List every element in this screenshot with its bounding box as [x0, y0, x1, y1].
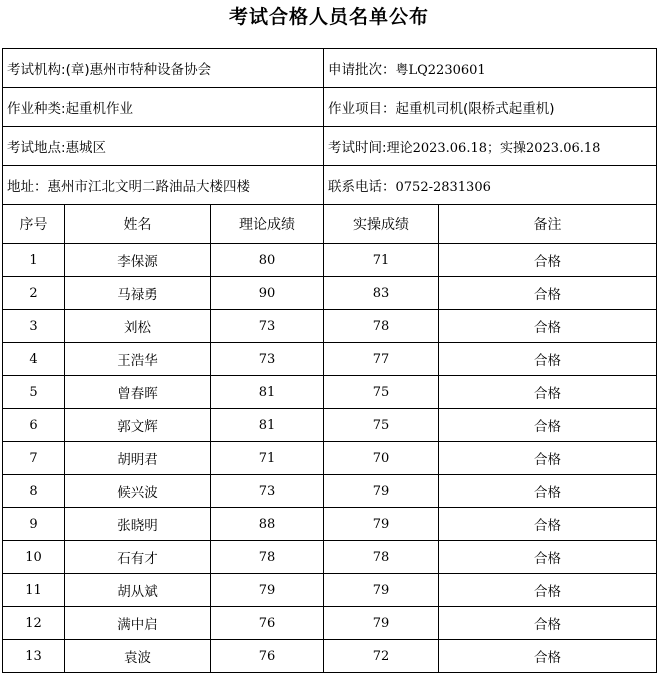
cell-remark: 合格: [439, 640, 657, 673]
cell-remark: 合格: [439, 343, 657, 376]
header-theory: 理论成绩: [211, 205, 324, 244]
cell-theory: 73: [211, 475, 324, 508]
table-row: [3, 244, 657, 277]
cell-name: 王浩华: [65, 343, 211, 376]
table-row: [3, 574, 657, 607]
cell-theory: 76: [211, 607, 324, 640]
cell-no: 9: [3, 508, 65, 541]
cell-practice: 78: [324, 310, 439, 343]
work-type-value: 起重机作业: [65, 101, 134, 117]
cell-name: 满中启: [65, 607, 211, 640]
cell-remark: 合格: [439, 607, 657, 640]
cell-practice: 79: [324, 574, 439, 607]
roster-table: [2, 48, 657, 673]
exam-place-value: 惠城区: [65, 140, 107, 156]
exam-org-label: 考试机构:: [7, 62, 66, 78]
address-value: 惠州市江北文明二路油品大楼四楼: [47, 179, 250, 195]
page-title: 考试合格人员名单公布: [228, 6, 429, 28]
cell-no: 6: [3, 409, 65, 442]
cell-theory: 78: [211, 541, 324, 574]
table-row: [3, 442, 657, 475]
cell-name: 候兴波: [65, 475, 211, 508]
cell-practice: 79: [324, 607, 439, 640]
work-item-cell: [324, 88, 657, 127]
cell-practice: 79: [324, 475, 439, 508]
table-row: [3, 475, 657, 508]
cell-practice: 72: [324, 640, 439, 673]
cell-no: 3: [3, 310, 65, 343]
table-row: [3, 541, 657, 574]
cell-theory: 80: [211, 244, 324, 277]
cell-practice: 79: [324, 508, 439, 541]
exam-place-cell: [3, 127, 324, 166]
cell-remark: 合格: [439, 574, 657, 607]
cell-remark: 合格: [439, 376, 657, 409]
batch-value: 粤LQ2230601: [395, 63, 486, 78]
cell-name: 袁波: [65, 640, 211, 673]
cell-theory: 90: [211, 277, 324, 310]
exam-time-value: 理论2023.06.18；实操2023.06.18: [386, 141, 601, 156]
cell-remark: 合格: [439, 541, 657, 574]
cell-no: 12: [3, 607, 65, 640]
header-remark: 备注: [439, 205, 657, 244]
cell-theory: 71: [211, 442, 324, 475]
work-item-label: 作业项目：: [328, 101, 396, 117]
header-practice: 实操成绩: [324, 205, 439, 244]
work-type-label: 作业种类:: [7, 101, 66, 117]
cell-practice: 75: [324, 376, 439, 409]
cell-theory: 88: [211, 508, 324, 541]
cell-name: 石有才: [65, 541, 211, 574]
cell-practice: 77: [324, 343, 439, 376]
cell-no: 2: [3, 277, 65, 310]
cell-name: 马禄勇: [65, 277, 211, 310]
cell-no: 5: [3, 376, 65, 409]
cell-theory: 73: [211, 310, 324, 343]
exam-time-label: 考试时间:: [328, 140, 387, 156]
table-row: [3, 508, 657, 541]
cell-name: 郭文辉: [65, 409, 211, 442]
phone-label: 联系电话：: [328, 179, 396, 195]
cell-name: 张晓明: [65, 508, 211, 541]
cell-remark: 合格: [439, 244, 657, 277]
cell-no: 4: [3, 343, 65, 376]
table-body: [3, 244, 657, 673]
cell-no: 13: [3, 640, 65, 673]
cell-no: 8: [3, 475, 65, 508]
cell-remark: 合格: [439, 475, 657, 508]
cell-practice: 75: [324, 409, 439, 442]
header-name: 姓名: [65, 205, 211, 244]
cell-remark: 合格: [439, 310, 657, 343]
info-row-address: [3, 166, 657, 205]
table-row: [3, 310, 657, 343]
cell-name: 李保源: [65, 244, 211, 277]
address-cell: [3, 166, 324, 205]
cell-practice: 83: [324, 277, 439, 310]
cell-remark: 合格: [439, 409, 657, 442]
cell-name: 胡明君: [65, 442, 211, 475]
exam-org-value: (章)惠州市特种设备协会: [65, 62, 212, 78]
cell-name: 胡从斌: [65, 574, 211, 607]
cell-remark: 合格: [439, 508, 657, 541]
cell-remark: 合格: [439, 442, 657, 475]
header-no: 序号: [3, 205, 65, 244]
phone-cell: [324, 166, 657, 205]
work-type-cell: [3, 88, 324, 127]
cell-remark: 合格: [439, 277, 657, 310]
cell-theory: 73: [211, 343, 324, 376]
table-row: [3, 343, 657, 376]
table-row: [3, 376, 657, 409]
cell-practice: 70: [324, 442, 439, 475]
phone-value: 0752-2831306: [395, 180, 491, 195]
table-row: [3, 640, 657, 673]
cell-no: 10: [3, 541, 65, 574]
table-header-row: [3, 205, 657, 244]
work-item-value: 起重机司机(限桥式起重机): [395, 101, 555, 117]
cell-theory: 79: [211, 574, 324, 607]
table-row: [3, 277, 657, 310]
batch-label: 申请批次：: [328, 62, 396, 78]
exam-org-cell: [3, 49, 324, 88]
exam-place-label: 考试地点:: [7, 140, 66, 156]
cell-name: 曾春晖: [65, 376, 211, 409]
batch-cell: [324, 49, 657, 88]
cell-no: 1: [3, 244, 65, 277]
cell-name: 刘松: [65, 310, 211, 343]
info-row-place: [3, 127, 657, 166]
info-row-type: [3, 88, 657, 127]
exam-time-cell: [324, 127, 657, 166]
cell-no: 7: [3, 442, 65, 475]
cell-no: 11: [3, 574, 65, 607]
table-row: [3, 607, 657, 640]
cell-practice: 71: [324, 244, 439, 277]
cell-theory: 81: [211, 409, 324, 442]
address-label: 地址：: [7, 179, 48, 195]
cell-practice: 78: [324, 541, 439, 574]
info-row-org: [3, 49, 657, 88]
table-row: [3, 409, 657, 442]
cell-theory: 76: [211, 640, 324, 673]
cell-theory: 81: [211, 376, 324, 409]
